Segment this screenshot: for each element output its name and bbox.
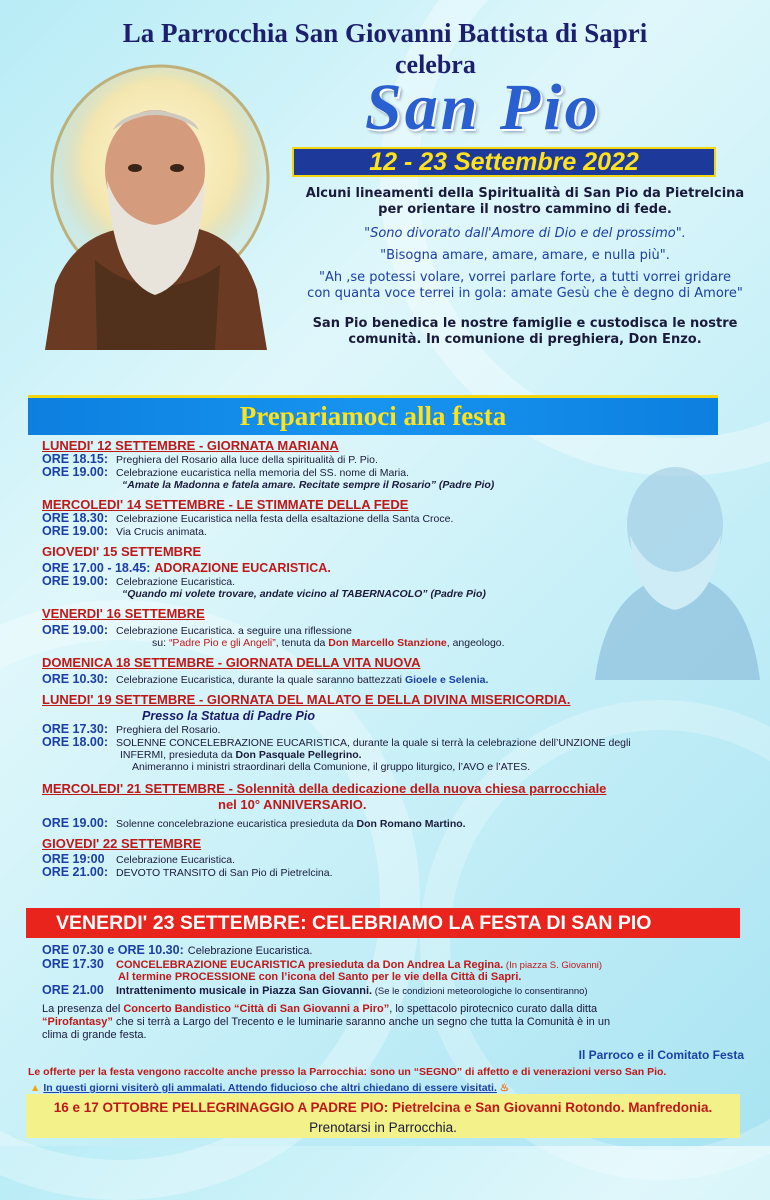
event-text: Intrattenimento musicale in Piazza San Giovanni. (116, 985, 373, 997)
time: ORE 21.00: (42, 865, 109, 879)
schedule-row (42, 512, 742, 525)
intro-lead-1: Alcuni lineamenti della Spiritualità di San Pio da Pietrelcina (305, 186, 745, 201)
schedule-row (42, 736, 742, 749)
schedule-row (42, 749, 742, 761)
feast-day-banner: VENERDI' 23 SETTEMBRE: CELEBRIAMO LA FESTA DI SAN PIO (26, 908, 740, 938)
celebrant-name: Don Romano Martino. (356, 818, 466, 830)
time: ORE 17.30: (42, 722, 109, 736)
day-heading (42, 606, 742, 621)
event-text: , tenuta da (275, 637, 329, 649)
event-text: Animeranno i ministri straordinari della Comunione, il gruppo liturgico, l’AVO e l’ATES. (132, 761, 531, 773)
event-text: su: (152, 637, 169, 649)
time: ORE 17.00 - 18.45: (42, 561, 151, 575)
citation: “Quando mi volete trovare, andate vicino al TABERNACOLO” (Padre Pio) (122, 588, 486, 600)
time: ORE 17.30 (42, 957, 104, 971)
event-text: SOLENNE CONCELEBRAZIONE EUCARISTICA, durante la quale si terrà la celebrazione dell’UNZIONE degli (116, 737, 631, 749)
schedule-row (42, 943, 762, 957)
procession-text (42, 971, 762, 983)
pilgrimage-text: 16 e 17 OTTOBRE PELLEGRINAGGIO A PADRE PIO: Pietrelcina e San Giovanni Rotondo. Manfredonia. (53, 1100, 713, 1115)
event-text: Celebrazione Eucaristica. (116, 576, 236, 588)
flame-icon: ♨ (499, 1082, 510, 1094)
schedule-row (42, 723, 742, 736)
day-heading (42, 692, 742, 707)
event-text: Al termine PROCESSIONE con l’icona del Santo per le vie della Città di Sapri. (118, 971, 522, 983)
time: ORE 19.00: (42, 524, 109, 538)
day-theme: - GIORNATA DELLA VITA NUOVA (214, 655, 421, 670)
time: ORE 19.00: (42, 816, 109, 830)
saint-name: San Pio (365, 71, 601, 144)
day-heading (42, 781, 742, 796)
celebrant-name: Don Pasquale Pellegrino. (235, 749, 362, 761)
schedule-row (42, 525, 742, 538)
offerings-note: Le offerte per la festa vengono raccolte anche presso la Parrocchia: sono un “SEGNO” di affetto e di venerazioni verso San Pio. (28, 1066, 667, 1078)
paragraph-text: La presenza del (42, 1003, 124, 1015)
schedule-row (42, 673, 742, 686)
day-theme: - GIORNATA MARIANA (195, 438, 339, 453)
quote-2: "Bisogna amare, amare, amare, e nulla più". (380, 248, 670, 263)
celebrates-text: celebra (395, 50, 476, 79)
day-theme: - LE STIMMATE DELLA FEDE (224, 497, 409, 512)
event-text: Celebrazione eucaristica nella memoria del SS. nome di Maria. (116, 467, 409, 479)
feast-day-program (28, 943, 762, 1094)
event-text: Celebrazione Eucaristica. a seguire una riflessione (116, 625, 352, 637)
paragraph-text: clima di grande festa. (42, 1029, 147, 1041)
day-heading (42, 655, 742, 670)
festivity-paragraph (42, 1003, 762, 1042)
schedule (42, 437, 742, 879)
schedule-row (42, 624, 742, 637)
schedule-row (42, 983, 762, 997)
time: ORE 18.00: (42, 735, 109, 749)
booking-text: Prenotarsi in Parrocchia. (309, 1120, 457, 1135)
pilgrimage-footer (26, 1094, 740, 1138)
baptized-names: Gioele e Selenia. (404, 674, 489, 686)
praying-hands-icon: ▲ (30, 1082, 41, 1094)
event-text: Celebrazione Eucaristica. (116, 854, 236, 866)
event-text: Solenne concelebrazione eucaristica presieduta da (116, 818, 357, 830)
paragraph-text: , lo spettacolo pirotecnico curato dalla ditta (389, 1003, 598, 1015)
blessing-1: San Pio benedica le nostre famiglie e custodisca le nostre (312, 316, 738, 331)
quote-3a: "Ah ,se potessi volare, vorrei parlare forte, a tutti vorrei gridare (319, 270, 731, 285)
time: ORE 10.30: (42, 672, 109, 686)
event-text: , angeologo. (446, 637, 505, 649)
prepare-heading: Prepariamoci alla festa (28, 395, 718, 435)
event-text: INFERMI, presieduta da (120, 749, 236, 761)
event-text: Celebrazione Eucaristica. (187, 945, 313, 957)
day-theme: - Solennità della dedicazione della nuova chiesa parrocchiale (224, 781, 607, 796)
time: ORE 19.00: (42, 574, 109, 588)
location-note: Presso la Statua di Padre Pio (142, 709, 315, 723)
quote-1: "Sono divorato dall'Amore di Dio e del prossimo". (364, 226, 686, 241)
day-date: MERCOLEDI' 14 SETTEMBRE (42, 497, 225, 512)
band-name: Concerto Bandistico “Città di San Giovanni a Piro” (123, 1003, 390, 1015)
event-text: CONCELEBRAZIONE EUCARISTICA presieduta da Don Andrea La Regina. (116, 959, 504, 971)
time: ORE 19.00: (42, 465, 109, 479)
weather-note: (Se le condizioni meteorologiche lo consentiranno) (372, 986, 588, 997)
quote-3b: con quanta voce terrei in gola: amate Gesù che è degno di Amore" (307, 286, 743, 301)
day-date: VENERDI' 16 SETTEMBRE (42, 606, 205, 621)
intro-block (290, 186, 760, 348)
day-heading (42, 544, 742, 559)
event-text: Celebrazione Eucaristica nella festa della esaltazione della Santa Croce. (116, 513, 454, 525)
event-text: Via Crucis animata. (116, 526, 207, 538)
day-heading (42, 497, 742, 512)
sick-visits-note (30, 1082, 762, 1094)
schedule-row (42, 957, 762, 971)
sick-visits-text: In questi giorni visiterò gli ammalati. Attendo fiducioso che altri chiedano di essere visitati. (43, 1082, 497, 1094)
time: ORE 19:00 (42, 852, 105, 866)
schedule-row (42, 853, 742, 866)
schedule-row (42, 453, 742, 466)
schedule-row (42, 575, 742, 588)
speaker-name: Don Marcello Stanzione (328, 637, 447, 649)
day-theme: - GIORNATA DEL MALATO E DELLA DIVINA MISERICORDIA. (195, 692, 571, 707)
time: ORE 18.30: (42, 511, 109, 525)
day-date: GIOVEDI' 15 SETTEMBRE (42, 544, 202, 559)
time: ORE 19.00: (42, 623, 109, 637)
schedule-row (42, 817, 742, 830)
day-date: GIOVEDI' 22 SETTEMBRE (42, 836, 202, 851)
time: ORE 18.15: (42, 452, 109, 466)
event-text: Celebrazione Eucaristica, durante la quale saranno battezzati (116, 674, 405, 686)
day-date: MERCOLEDI' 21 SETTEMBRE (42, 781, 225, 796)
schedule-row (42, 761, 742, 773)
fireworks-company: “Pirofantasy” (42, 1016, 113, 1028)
blessing-2: comunità. In comunione di preghiera, Don Enzo. (348, 332, 702, 347)
day-date: LUNEDI' 12 SETTEMBRE (42, 438, 196, 453)
citation: “Amate la Madonna e fatela amare. Recitate sempre il Rosario” (Padre Pio) (122, 479, 495, 491)
event-text: Preghiera del Rosario alla luce della spiritualità di P. Pio. (116, 454, 378, 466)
schedule-row (42, 866, 742, 879)
event-text: ADORAZIONE EUCARISTICA. (154, 561, 331, 575)
schedule-row (42, 562, 742, 575)
time: ORE 21.00 (42, 983, 104, 997)
day-theme-continued: nel 10° ANNIVERSARIO. (218, 797, 367, 812)
day-heading (42, 836, 742, 851)
time: ORE 07.30 e ORE 10.30: (42, 943, 184, 957)
event-location: (In piazza S. Giovanni) (503, 960, 603, 971)
schedule-row (42, 466, 742, 479)
parish-title: La Parrocchia San Giovanni Battista di Sapri (122, 18, 648, 48)
event-text: DEVOTO TRANSITO di San Pio di Pietrelcina. (116, 867, 333, 879)
event-text: Preghiera del Rosario. (116, 724, 221, 736)
signature: Il Parroco e il Comitato Festa (578, 1048, 744, 1062)
day-heading (42, 438, 742, 453)
paragraph-text: che si terrà a Largo del Trecento e le luminarie saranno anche un segno che tutta la Comunità è in un (112, 1016, 611, 1028)
day-date: LUNEDI' 19 SETTEMBRE (42, 692, 196, 707)
schedule-row (42, 637, 742, 649)
padre-pio-portrait (35, 60, 273, 350)
event-topic: “Padre Pio e gli Angeli” (168, 637, 276, 649)
intro-lead-2: per orientare il nostro cammino di fede. (378, 202, 672, 217)
day-date: DOMENICA 18 SETTEMBRE (42, 655, 215, 670)
event-dates-bar: 12 - 23 Settembre 2022 (292, 147, 716, 177)
